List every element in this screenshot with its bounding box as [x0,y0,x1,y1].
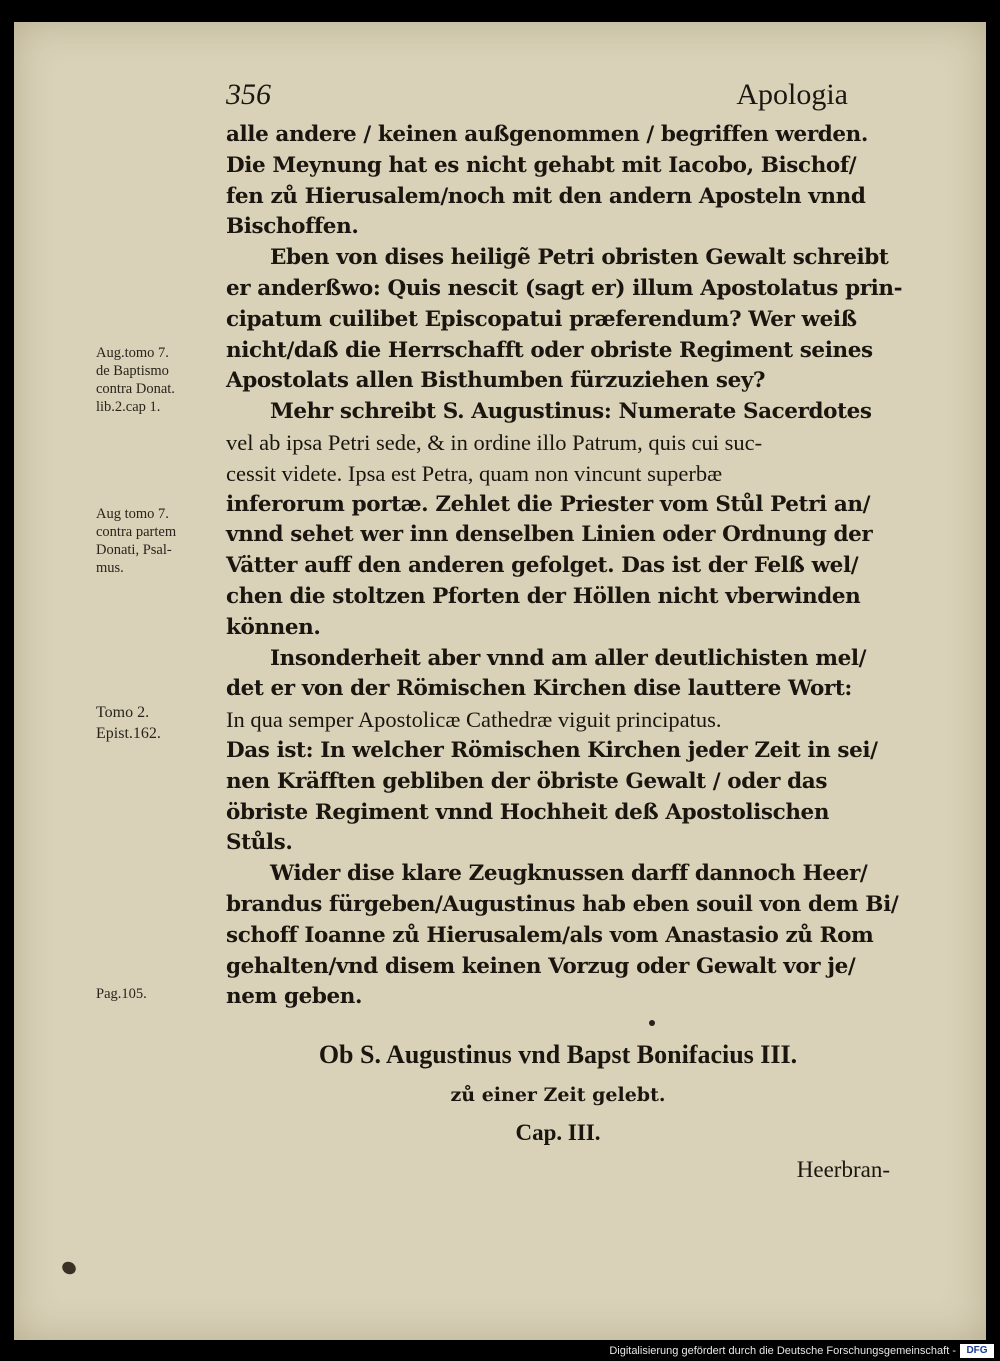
running-title: Apologia [736,78,848,111]
margin-note [96,344,226,416]
text-line: nen Kräfften gebliben der öbriste Gewalt / oder das [226,768,828,794]
text-line: können. [226,614,321,640]
margin-note-line: Aug tomo 7. [96,506,169,522]
text-line: er anderßwo: Quis nescit (sagt er) illum Apostolatus prin- [226,275,903,301]
footer-credit: Digitalisierung gefördert durch die Deutsche Forschungsgemeinschaft - [609,1345,956,1357]
text-line: Vätter auff den anderen gefolget. Das ist der Felß wel/ [226,553,859,579]
margin-note-line: Pag.105. [96,986,147,1002]
text-line: fen zů Hierusalem/noch mit den andern Aposteln vnnd [226,183,866,209]
digitization-footer [0,1343,1000,1361]
text-line: det er von der Römischen Kirchen dise lauttere Wort: [226,676,852,702]
margin-note-line: contra partem [96,524,177,540]
text-line: cessit videte. Ipsa est Petra, quam non vincunt superbæ [226,460,723,486]
text-line: Eben von dises heiligẽ Petri obristen Gewalt schreibt [270,245,889,271]
chapter-number: Cap. III. [515,1120,601,1145]
text-line: brandus fürgeben/Augustinus hab eben souil von dem Bi/ [226,891,899,917]
text-line: cipatum cuilibet Episcopatui præferendum? Wer weiß [226,306,857,332]
margin-note [96,702,226,744]
text-line: Mehr schreibt S. Augustinus: Numerate Sacerdotes [270,399,872,425]
text-line: schoff Ioanne zů Hierusalem/als vom Anastasio zů Rom [226,922,874,948]
text-line: gehalten/vnd disem keinen Vorzug oder Gewalt vor je/ [226,953,856,979]
margin-note-line: Aug.tomo 7. [96,345,169,361]
text-line: vnnd sehet wer inn denselben Linien oder Ordnung der [226,522,873,548]
margin-note-line: Tomo 2. [96,704,150,721]
text-line: Wider dise klare Zeugknussen darff dannoch Heer/ [270,861,868,887]
text-line: vel ab ipsa Petri sede, & in ordine illo Patrum, quis cui suc- [226,429,763,455]
margin-note-line: contra Donat. [96,381,175,397]
chapter-heading-subtitle: zů einer Zeit gelebt. [450,1084,666,1106]
ink-dot [649,1020,655,1026]
text-line: Insonderheit aber vnnd am aller deutlichisten mel/ [270,645,867,671]
margin-note-line: mus. [96,560,124,576]
page-header [210,58,900,111]
margin-note-line: Epist.162. [96,725,161,742]
text-line: Bischoffen. [226,214,359,240]
text-line: In qua semper Apostolicæ Cathedræ viguit principatus. [226,707,722,733]
text-line: öbriste Regiment vnnd Hochheit deß Apostolischen [226,799,830,825]
margin-note-line: lib.2.cap 1. [96,399,161,415]
text-line: Stůls. [226,830,293,856]
page-number: 356 [226,78,271,111]
text-line: Die Meynung hat es nicht gehabt mit Iacobo, Bischof/ [226,152,857,178]
margin-note-line: de Baptismo [96,363,169,379]
text-line: inferorum portæ. Zehlet die Priester vom Stůl Petri an/ [226,491,871,517]
text-line: alle andere / keinen außgenommen / begriffen werden. [226,122,868,147]
chapter-heading-title: Ob S. Augustinus vnd Bapst Bonifacius III. [318,1040,798,1069]
body-text [226,120,903,1013]
margin-note [96,505,226,577]
text-line: chen die stoltzen Pforten der Höllen nicht vberwinden [226,583,861,609]
margin-note [96,985,226,1003]
text-line: Das ist: In welcher Römischen Kirchen jeder Zeit in sei/ [226,737,878,763]
margin-note-line: Donati, Psal- [96,542,172,558]
catchword: Heerbran- [796,1157,890,1182]
dfg-logo[interactable]: DFG [960,1344,994,1358]
text-line: nicht/daß die Herrschafft oder obriste Regiment seines [226,337,873,363]
text-line: nem geben. [226,984,363,1010]
text-line: Apostolats allen Bisthumben fürzuziehen sey? [226,368,766,394]
